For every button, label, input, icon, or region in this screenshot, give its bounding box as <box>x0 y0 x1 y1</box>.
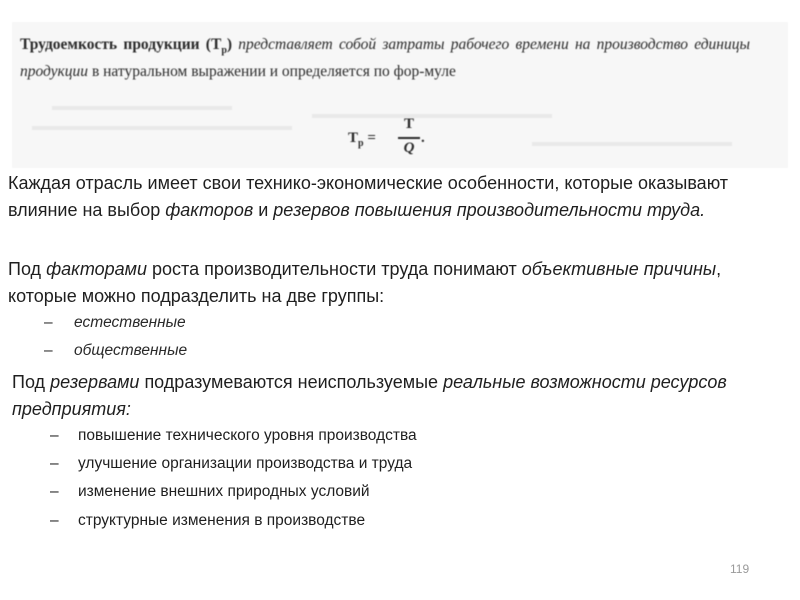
formula-lhs-subscript: p <box>358 138 364 149</box>
factors-term: факторов <box>165 200 254 220</box>
formula-period: . <box>421 130 425 146</box>
scan-definition-rest: в натуральном выражении и определяется по фор-муле <box>88 63 456 81</box>
dash-bullet: – <box>50 512 59 529</box>
dash-bullet: – <box>44 314 53 331</box>
intro-paragraph <box>8 170 738 224</box>
formula-equals: = <box>363 130 376 146</box>
formula-fraction-bar <box>398 137 420 139</box>
labor-intensity-formula <box>348 116 468 162</box>
dash-bullet: – <box>44 342 53 359</box>
factor-group-natural: естественные <box>74 314 186 331</box>
scan-definition-text <box>20 34 750 82</box>
dash-bullet: – <box>50 483 59 500</box>
reserve-item-label: улучшение организации производства и труда <box>78 455 413 472</box>
intro-text: Каждая отрасль имеет свои технико-экономические особенности, которые оказывают влияние на выбор <box>8 173 729 220</box>
formula-lhs <box>348 130 376 149</box>
scan-noise <box>32 126 292 130</box>
reserve-item-label: изменение внешних природных условий <box>78 483 370 500</box>
factors-italic: факторами <box>46 259 147 279</box>
intro-text-and: и <box>253 200 274 220</box>
formula-numerator: T <box>403 116 414 132</box>
scanned-textbook-image <box>12 22 788 168</box>
reserves-italic: резервами <box>50 372 140 392</box>
factors-paragraph <box>8 256 738 310</box>
formula-denominator: Q <box>403 140 415 156</box>
reserves-text-middle: подразумеваются неиспользуемые <box>139 372 444 392</box>
factors-text: Под <box>8 259 47 279</box>
list-item <box>50 427 417 445</box>
formula-lhs-symbol: T <box>348 130 359 146</box>
list-item <box>50 455 412 473</box>
reserves-term: резервов повышения производительности труда. <box>273 200 706 220</box>
dash-bullet: – <box>50 455 59 472</box>
factor-group-social: общественные <box>74 342 188 359</box>
scan-definition-italic: представляет собой затраты рабочего времени на производство единицы продукции <box>20 36 750 81</box>
reserves-paragraph <box>12 369 742 423</box>
factors-text-middle: роста производительности труда понимают <box>147 259 522 279</box>
scan-term: Трудоемкость продукции (Т <box>20 36 222 53</box>
list-item <box>44 342 187 360</box>
dash-bullet: – <box>50 427 59 444</box>
factors-text-end: , которые можно подразделить на две группы: <box>8 259 722 306</box>
scan-noise <box>532 142 732 146</box>
scan-term-subscript: р <box>221 45 227 57</box>
page-number: 119 <box>730 562 750 576</box>
list-item <box>50 512 365 530</box>
reserves-text: Под <box>12 372 51 392</box>
scan-term-close: ) <box>226 36 233 53</box>
reserve-item-label: повышение технического уровня производства <box>78 427 417 444</box>
list-item <box>44 314 186 332</box>
reserve-item-label: структурные изменения в производстве <box>78 512 366 529</box>
list-item <box>50 483 370 501</box>
real-opportunities-italic: реальные возможности ресурсов предприятия: <box>12 372 727 419</box>
scan-noise <box>52 106 232 110</box>
objective-causes-italic: объективные причины <box>521 259 717 279</box>
